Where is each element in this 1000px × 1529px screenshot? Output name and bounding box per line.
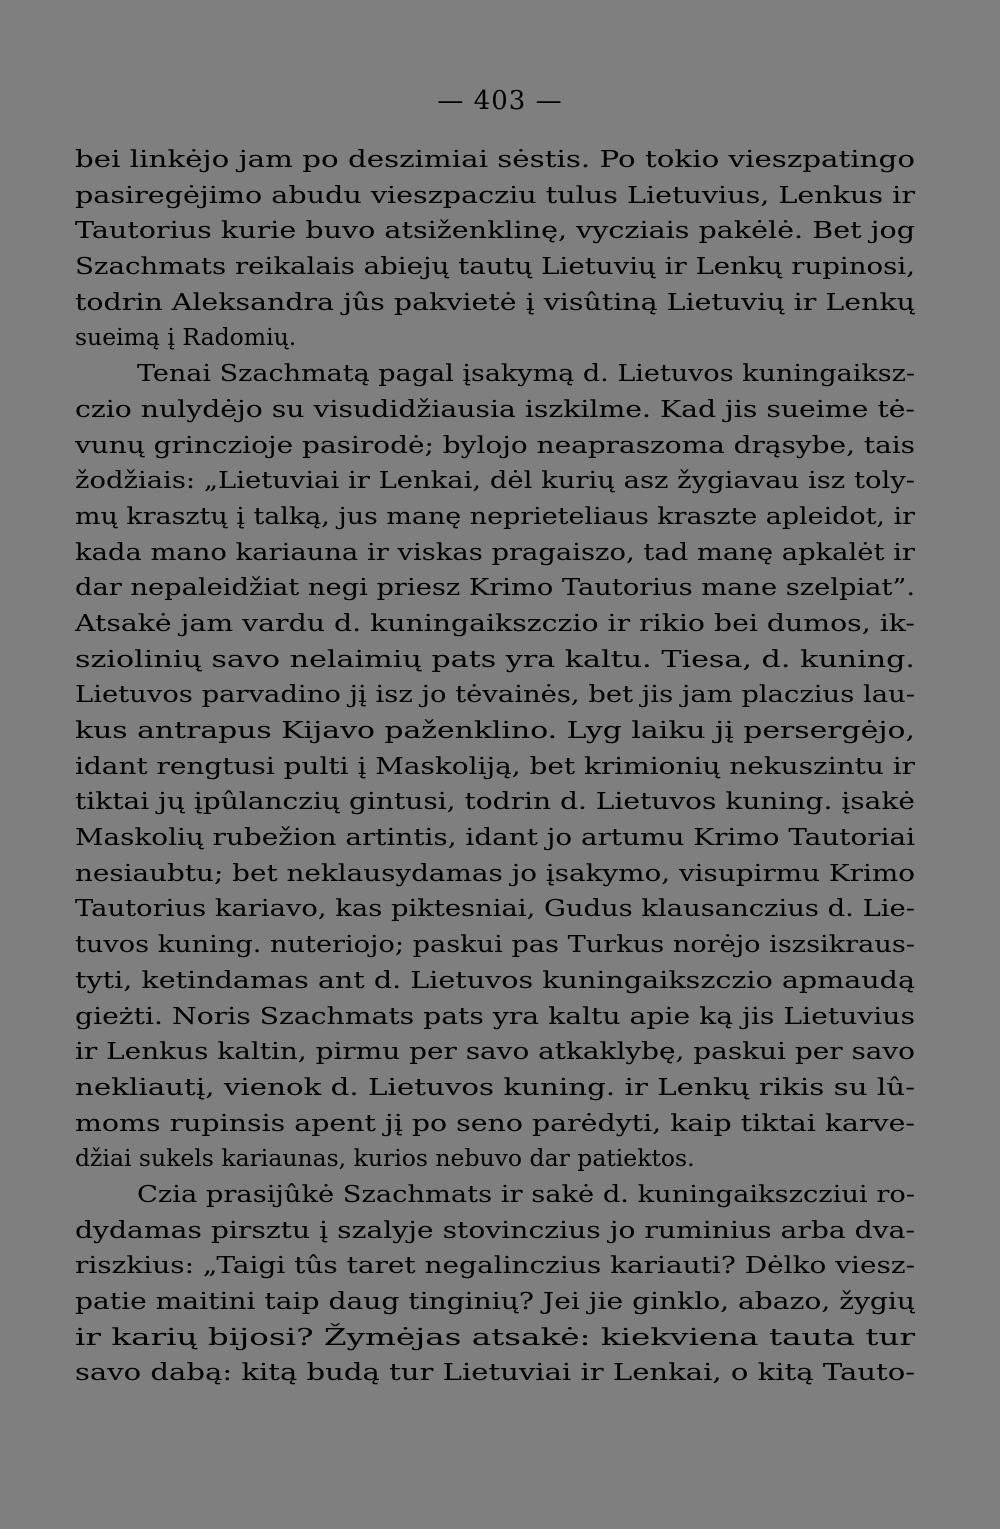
text-line [75, 499, 915, 535]
text-line [75, 1106, 915, 1142]
text-line-content: Lietuvos parvadino jį isz jo tėvainės, bet jis jam placzius lau- [75, 680, 915, 709]
text-line [75, 1213, 915, 1249]
text-line [75, 535, 915, 571]
text-line-content: Tautorius kurie buvo atsiženklinę, vycziais pakėlė. Bet jog [75, 216, 916, 245]
text-line [75, 891, 915, 927]
text-line [75, 1320, 915, 1356]
text-line [75, 856, 915, 892]
text-line-content: Tenai Szachmatą pagal įsakymą d. Lietuvos kuningaiksz- [137, 359, 915, 388]
text-line-content: ir Lenkus kaltin, pirmu per savo atkaklybę, paskui per savo [75, 1037, 915, 1066]
page-body-text [75, 142, 915, 1391]
text-line-content: sziolinių savo nelaimių pats yra kaltu. Tiesa, d. kuning. [75, 644, 916, 673]
text-line [75, 1355, 915, 1391]
text-line-content: todrin Aleksandra jûs pakvietė į visûtiną Lietuvių ir Lenkų [75, 287, 915, 316]
text-line [75, 356, 915, 392]
text-line-content: džiai sukels kariaunas, kurios nebuvo dar patiektos. [75, 1144, 695, 1173]
text-line [75, 213, 915, 249]
text-line-content: nekliautį, vienok d. Lietuvos kuning. ir Lenkų rikis su lû- [75, 1072, 916, 1101]
text-line-content: tuvos kuning. nuteriojo; paskui pas Turkus norėjo iszsikraus- [75, 930, 915, 959]
text-line [75, 249, 915, 285]
text-line [75, 677, 915, 713]
text-line [75, 1284, 915, 1320]
text-line-content: Czia prasijûkė Szachmats ir sakė d. kuningaikszcziui ro- [137, 1179, 916, 1208]
text-line-content: Maskolių rubežion artintis, idant jo artumu Krimo Tautoriai [75, 823, 915, 852]
text-line-content: sueimą į Radomių. [75, 323, 297, 352]
text-line-content: ir karių bijosi? Žymėjas atsakė: kiekviena tauta tur [75, 1322, 916, 1351]
text-line [75, 1177, 915, 1213]
text-line [75, 713, 915, 749]
text-line-content: moms rupinsis apent jį po seno parėdyti, kaip tiktai karve- [75, 1108, 916, 1137]
text-line [75, 285, 915, 321]
text-line-content: tyti, ketindamas ant d. Lietuvos kuningaikszczio apmaudą [75, 965, 916, 994]
text-line-content: bei linkėjo jam po deszimiai sėstis. Po tokio vieszpatingo [75, 145, 915, 173]
text-line [75, 428, 915, 464]
text-line-content: žodžiais: „Lietuviai ir Lenkai, dėl kurių asz žygiavau isz toly- [75, 466, 916, 495]
text-line [75, 927, 915, 963]
text-line [75, 820, 915, 856]
text-line [75, 463, 915, 499]
page-number: — 403 — [437, 86, 563, 116]
text-line-content: Atsakė jam vardu d. kuningaikszczio ir rikio bei dumos, ik- [75, 608, 916, 637]
text-line-content: czio nulydėjo su visudidžiausia iszkilme. Kad jis sueime tė- [75, 394, 915, 423]
text-line-content: riszkius: „Taigi tûs taret negalinczius kariauti? Dėlko viesz- [75, 1251, 916, 1280]
text-line [75, 570, 915, 606]
text-line-content: kus antrapus Kijavo paženklino. Lyg laiku jį persergėjo, [75, 716, 915, 744]
text-line [75, 963, 915, 999]
text-line [75, 1248, 915, 1284]
text-line [75, 784, 915, 820]
text-line [75, 142, 915, 178]
text-line [75, 1034, 915, 1070]
text-line [75, 1141, 915, 1177]
text-line-content: kada mano kariauna ir viskas pragaiszo, tad manę apkalėt ir [75, 537, 916, 566]
text-line-content: vunų grinczioje pasirodė; bylojo neapraszoma drąsybe, tais [75, 430, 916, 459]
text-line [75, 1070, 915, 1106]
text-line [75, 606, 915, 642]
text-line [75, 392, 915, 428]
text-line-content: idant rengtusi pulti į Maskoliją, bet krimionių nekuszintu ir [75, 751, 915, 780]
text-line [75, 749, 915, 785]
text-line-content: Tautorius kariavo, kas piktesniai, Gudus klausanczius d. Lie- [75, 894, 915, 923]
text-line [75, 178, 915, 214]
text-line [75, 642, 915, 678]
text-line-content: nesiaubtu; bet neklausydamas jo įsakymo, visupirmu Krimo [75, 858, 916, 887]
text-line-content: dar nepaleidžiat negi priesz Krimo Tautorius mane szelpiat”. [75, 573, 916, 602]
text-line-content: gieżti. Noris Szachmats pats yra kaltu apie ką jis Lietuvius [75, 1001, 915, 1030]
text-line-content: pasiregėjimo abudu vieszpacziu tulus Lietuvius, Lenkus ir [75, 180, 915, 209]
text-line-content: dydamas pirsztu į szalyje stovinczius jo ruminius arba dva- [75, 1215, 915, 1244]
text-line-content: mų krasztų į talką, jus manę neprieteliaus kraszte apleidot, ir [75, 501, 916, 530]
text-line-content: savo dabą: kitą budą tur Lietuviai ir Lenkai, o kitą Tauto- [75, 1358, 916, 1387]
text-line-content: tiktai jų įpûlanczių gintusi, todrin d. Lietuvos kuning. įsakė [75, 787, 915, 816]
text-line [75, 999, 915, 1035]
text-line-content: Szachmats reikalais abiejų tautų Lietuvių ir Lenkų rupinosi, [75, 252, 915, 281]
text-line [75, 320, 915, 356]
text-line-content: patie maitini taip daug tinginių? Jei jie ginklo, abazo, žygių [75, 1287, 916, 1315]
